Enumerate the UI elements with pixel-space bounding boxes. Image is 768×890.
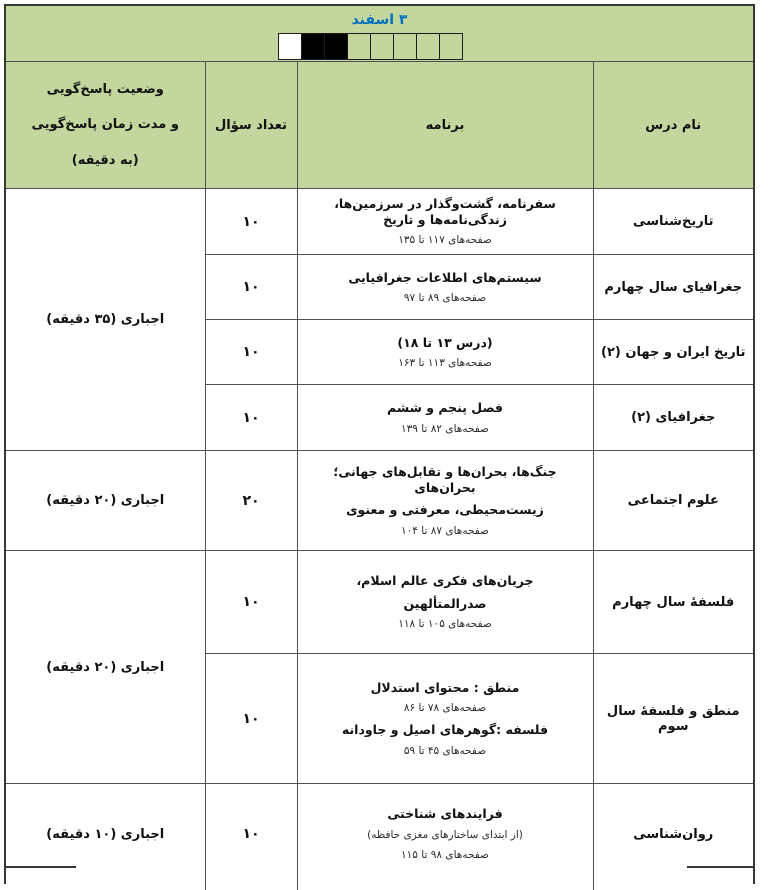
program-title-line: سفرنامه، گشت‌وگذار در سرزمین‌ها، زندگی‌نامه‌ها و تاریخ (334, 196, 556, 227)
course-name-cell: تاریخ ایران و جهان (۲) (593, 320, 754, 385)
program-title-line: منطق : محتوای استدلال (370, 679, 520, 695)
program-pages-line: صفحه‌های ۱۱۷ تا ۱۳۵ (398, 234, 492, 247)
program-cell (297, 320, 593, 385)
program-pages-line: صفحه‌های ۸۷ تا ۱۰۴ (401, 524, 489, 537)
date-title: ۳ اسفند (351, 12, 408, 28)
course-name-cell: تاریخ‌شناسی (593, 189, 754, 255)
table-row (5, 189, 754, 255)
progress-cell-filled (324, 33, 348, 60)
column-header-course: نام درس (593, 62, 754, 189)
question-count-cell: ۱۰ (205, 320, 297, 385)
course-name-cell: فلسفهٔ سال چهارم (593, 551, 754, 654)
table-row (5, 784, 754, 884)
program-pages-line: (از ابتدای ساختارهای مغزی حافظه) (367, 828, 523, 841)
course-name-cell: جغرافیای سال چهارم (593, 255, 754, 320)
status-cell: اجباری (۱۰ دقیقه) (5, 784, 205, 884)
course-name-cell: منطق و فلسفهٔ سال سوم (593, 654, 754, 784)
program-pages-line: صفحه‌های ۹۸ تا ۱۱۵ (401, 848, 489, 861)
program-cell (297, 385, 593, 451)
program-cell (297, 451, 593, 551)
program-pages-line: صفحه‌های ۱۱۳ تا ۱۶۳ (398, 357, 492, 370)
cut-off-column-line (297, 868, 298, 890)
course-name-cell: علوم اجتماعی (593, 451, 754, 551)
course-name-cell: جغرافیای (۲) (593, 385, 754, 451)
question-count-cell: ۱۰ (205, 385, 297, 451)
program-title-line: فرایندهای شناختی (387, 806, 503, 822)
progress-cell-empty (347, 33, 371, 60)
table-row (5, 451, 754, 551)
question-count-cell: ۱۰ (205, 654, 297, 784)
table-bottom-border-segment (4, 866, 76, 868)
progress-cell-empty (393, 33, 417, 60)
program-title-line: فصل پنجم و ششم (387, 400, 503, 415)
program-pages-line: صفحه‌های ۷۸ تا ۸۶ (403, 702, 487, 715)
exam-schedule-table (4, 4, 755, 884)
program-title-line: جریان‌های فکری عالم اسلام، (356, 573, 534, 589)
program-cell (297, 654, 593, 784)
program-title-line: فلسفه :گوهرهای اصیل و جاودانه (341, 722, 549, 738)
program-cell (297, 551, 593, 654)
question-count-cell: ۱۰ (205, 189, 297, 255)
course-name-cell: روان‌شناسی (593, 784, 754, 884)
program-cell (297, 784, 593, 884)
question-count-cell: ۱۰ (205, 784, 297, 884)
progress-cell-empty (416, 33, 440, 60)
program-title-line: سیستم‌های اطلاعات جغرافیایی (348, 269, 542, 285)
program-pages-line: صفحه‌های ۴۵ تا ۵۹ (403, 745, 487, 757)
column-header-program: برنامه (297, 62, 593, 189)
cut-off-column-line (593, 868, 594, 890)
program-cell (297, 189, 593, 255)
cut-off-column-line (205, 868, 206, 890)
progress-cell-filled (301, 33, 325, 60)
program-title-line: زیست‌محیطی، معرفتی و معنوی (346, 502, 544, 518)
progress-cell-empty (370, 33, 394, 60)
program-cell (297, 255, 593, 320)
question-count-cell: ۱۰ (205, 255, 297, 320)
progress-strip-row (0, 33, 744, 60)
column-header-status (5, 62, 205, 189)
program-title-line: (درس ۱۳ تا ۱۸) (397, 334, 493, 350)
program-title-line: صدرالمتألهین (403, 595, 487, 611)
column-header-row (5, 62, 754, 189)
table-row (5, 551, 754, 654)
date-band-row (5, 5, 754, 62)
date-band-cell (5, 5, 754, 62)
progress-cell-empty (439, 33, 463, 60)
status-cell: اجباری (۲۰ دقیقه) (5, 551, 205, 784)
progress-cell-blank (278, 33, 302, 60)
program-pages-line: صفحه‌های ۸۹ تا ۹۷ (403, 292, 487, 305)
program-pages-line: صفحه‌های ۸۲ تا ۱۳۹ (401, 422, 489, 435)
exam-schedule-sheet (4, 4, 755, 884)
program-pages-line: صفحه‌های ۱۰۵ تا ۱۱۸ (398, 618, 492, 631)
status-cell: اجباری (۳۵ دقیقه) (5, 189, 205, 451)
progress-strip (279, 33, 463, 60)
status-header-line-1: وضعیت پاسخ‌گویی (46, 81, 164, 97)
question-count-cell: ۲۰ (205, 451, 297, 551)
status-cell: اجباری (۲۰ دقیقه) (5, 451, 205, 551)
status-header-line-2: و مدت زمان پاسخ‌گویی (31, 117, 179, 133)
question-count-cell: ۱۰ (205, 551, 297, 654)
program-title-line: جنگ‌ها، بحران‌ها و تقابل‌های جهانی؛ بحران‌های (333, 463, 557, 495)
column-header-status-lines (6, 62, 205, 188)
schedule-body (5, 189, 754, 884)
column-header-question-count: تعداد سؤال (205, 62, 297, 189)
status-header-line-3: (به دقیقه) (71, 152, 139, 168)
table-bottom-border-segment (687, 866, 753, 868)
